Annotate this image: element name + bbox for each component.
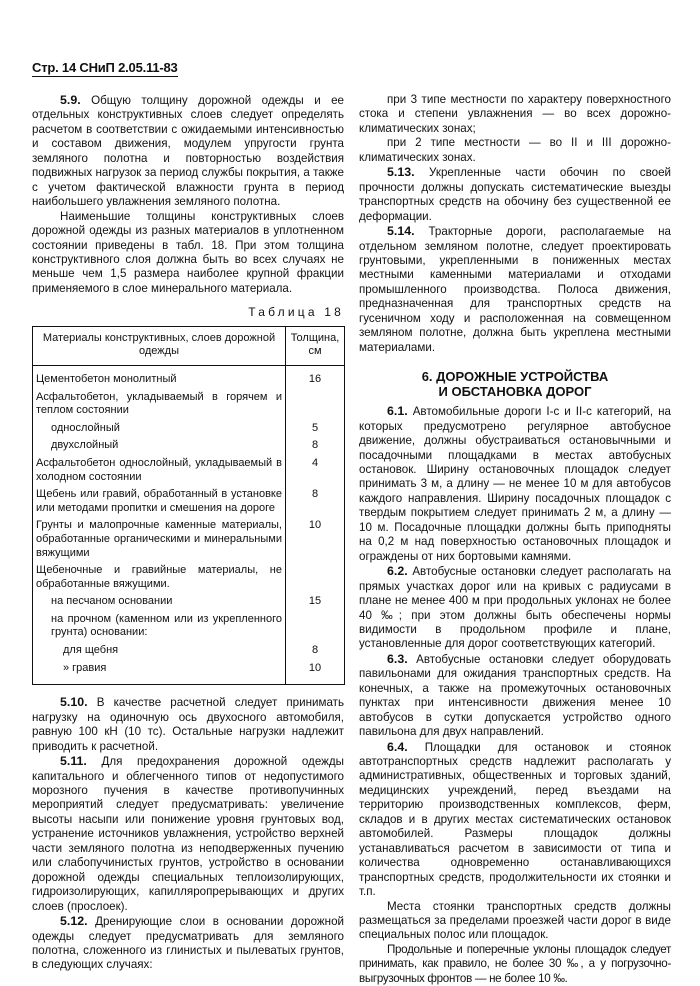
section-heading <box>359 370 671 399</box>
paragraph-text: Места стоянки транспортных средств должны размещаться за пределами проезжей части дорог в виде специальных полос или площадок. <box>359 899 671 942</box>
material-cell: Асфальтобетон однослойный, укладываемый в холодном состоянии <box>36 456 282 483</box>
paragraph <box>359 564 671 652</box>
page-header: Стр. 14 СНиП 2.05.11-83 <box>32 60 178 75</box>
paragraph-text: Продольные и поперечные уклоны площадок следует принимать, как правило, не более 30 ‰, а у погрузочно-выгрузочных фронтов — не более 10 ‰. <box>359 942 671 985</box>
table-row <box>33 643 345 661</box>
material-cell: Грунты и малопрочные каменные материалы, обработанные органическими и минеральными вяжущими <box>36 519 282 559</box>
paragraph-text: Тракторные дороги, располагаемые на отдельном земляном полотне, следует проектировать грунтовыми, укрепленными в пониженных местах местными каменными материалами и отходами промышленного производства. Полоса движения, предназначенная для транспортных средств на гусеничном ходу и расположенная на совмещенном земляном полотне, должна быть укреплена местными материалами. <box>359 225 671 354</box>
table-row <box>33 487 345 518</box>
clause-number: 6.3. <box>387 651 408 666</box>
header-material: Материалы конструктивных, слоев дорожной одежды <box>33 326 286 365</box>
table-row <box>33 612 345 643</box>
paragraph-text: Наименьшие толщины конструктивных слоев дорожной одежды из разных материалов в уплотненном состоянии приведены в табл. 18. При этом толщина конструктивного слоя должна быть во всех случаях не меньше чем 1,5 размера наиболее крупной фракции применяемого в слое минерального материала. <box>32 209 344 295</box>
paragraph <box>32 93 344 210</box>
paragraph <box>359 93 671 136</box>
clause-number: 6.2. <box>387 564 408 579</box>
thickness-cell: 15 <box>286 594 345 612</box>
thickness-cell: 16 <box>286 365 345 389</box>
paragraph <box>359 900 671 943</box>
clause-number: 5.12. <box>60 914 88 929</box>
paragraph <box>359 652 671 740</box>
thickness-cell: 10 <box>286 518 345 563</box>
table-row <box>33 594 345 612</box>
material-cell: Цементобетон монолитный <box>36 372 177 385</box>
thickness-cell <box>286 390 345 421</box>
material-cell: двухслойный <box>51 439 119 452</box>
paragraph <box>32 695 344 754</box>
table-row <box>33 661 345 685</box>
clause-number: 5.10. <box>60 695 88 710</box>
paragraph <box>32 754 344 914</box>
material-cell: однослойный <box>51 421 120 434</box>
thickness-cell: 10 <box>286 661 345 685</box>
section-heading-line-2: И ОБСТАНОВКА ДОРОГ <box>438 383 592 399</box>
section-heading-line-1: 6. ДОРОЖНЫЕ УСТРОЙСТВА <box>421 369 609 385</box>
paragraph <box>359 165 671 224</box>
paragraph-text: Дренирующие слои в основании дорожной одежды следует предусматривать для земляного полотна, сложенного из глинистых и пылеватых грунтов, в следующих случаях: <box>32 915 344 972</box>
table-row <box>33 438 345 456</box>
material-cell: Щебень или гравий, обработанный в установке или методами пропитки и смешения на дороге <box>36 488 282 514</box>
paragraph-text: В качестве расчетной следует принимать нагрузку на одиночную ось двухосного автомобиля, равную 100 кН (10 тс). Остальные нагрузки надлежит приводить к расчетной. <box>32 696 344 753</box>
material-cell: Щебеночные и гравийные материалы, не обработанные вяжущими. <box>36 564 282 590</box>
table-row <box>33 421 345 439</box>
clause-number: 5.14. <box>387 224 415 239</box>
clause-number: 5.9. <box>60 93 81 107</box>
paragraph-text: Автомобильные дороги I-с и II-с категорий, на которых предусмотрено регулярное автобусное движение, должны обустраиваться остановычными и посадочными площадками в местах автобусных остановок. Ширину остановочных площадок следует принимать 3 м, а длину — не менее 10 м для автобусов каждого направления. Ширину посадочных площадок с твердым покрытием следует принимать 2 м, а длину — 10 м. Посадочные площадки должны быть приподняты на 0,2 м над поверхностью остановочных площадок и ограждены от них бортовыми камнями. <box>359 405 671 563</box>
paragraph-text: Общую толщину дорожной одежды и ее отдельных конструктивных слоев следует определять расчетом в соответствии с ожидаемыми интенсивностью и составом движения, модулем упругости грунта земляного полотна и повторностью воздействия подвижных нагрузок за период службы покрытия, а также с учетом фактической влажности грунта в период наибольшего увлажнения земляного полотна. <box>32 94 344 209</box>
table-header-row <box>33 326 345 365</box>
paragraph-text: Автобусные остановки следует располагать на прямых участках дорог или на кривых с радиусами в плане не менее 400 м при продольных уклонах не более 40 ‰; при этом должны быть обеспечены нормы видимости в продольном профиле и плане, установленные для дорог соответствующих категорий. <box>359 565 671 651</box>
table-row <box>33 365 345 389</box>
material-cell: на песчаном основании <box>51 595 173 608</box>
paragraph <box>359 740 671 900</box>
table-row <box>33 390 345 421</box>
paragraph <box>359 943 671 986</box>
thickness-cell: 5 <box>286 421 345 439</box>
paragraph-text: Для предохранения дорожной одежды капитального и облегченного типов от недопустимого морозного пучения в качестве противопучинных мероприятий следует предусматривать: увеличение высоты насыпи или понижение уровня грунтовых вод, устранение источников увлажнения, устройство верхней части земляного полотна из неподверженных пучению или слабопучинистых грунтов, устройство в основании дорожной одежды специальных теплоизолирующих, гидроизолирующих, капилляропрерывающих и других слоев (прослоек). <box>32 755 344 913</box>
thickness-cell <box>286 563 345 594</box>
paragraph-text: Укрепленные части обочин по своей прочности должны допускать систематические выезды транспортных средств на обочину без существенной ее деформации. <box>359 166 671 223</box>
materials-table <box>32 326 345 685</box>
table-row <box>33 456 345 487</box>
paragraph <box>359 404 671 564</box>
paragraph <box>32 210 344 297</box>
paragraph-text: при 3 типе местности по характеру поверхностного стока и степени увлажнения — во всех дорожно-климатических зонах; <box>359 93 671 135</box>
material-cell: Асфальтобетон, укладываемый в горячем и теплом состоянии <box>36 390 282 417</box>
paragraph-text: при 2 типе местности — во II и III дорожно-климатических зонах. <box>359 136 671 164</box>
paragraph <box>359 224 671 355</box>
clause-number: 5.13. <box>387 165 415 180</box>
thickness-cell: 8 <box>286 643 345 661</box>
clause-number: 6.1. <box>387 404 408 419</box>
paragraph <box>359 136 671 165</box>
material-cell: для щебня <box>63 644 119 657</box>
right-column <box>359 93 671 986</box>
left-paragraphs-bottom <box>32 695 344 973</box>
thickness-cell: 8 <box>286 438 345 456</box>
thickness-cell <box>286 612 345 643</box>
left-column <box>32 93 344 973</box>
material-cell: на прочном (каменном или из укрепленного грунта) основании: <box>51 612 282 639</box>
left-paragraphs-top <box>32 93 344 296</box>
table-caption: Таблица 18 <box>248 305 344 320</box>
thickness-cell: 8 <box>286 487 345 518</box>
clause-number: 6.4. <box>387 739 408 754</box>
paragraph-text: Площадки для остановок и стоянок автотранспортных средств надлежит располагать у административных, общественных и торговых зданий, медицинских учреждений, перед въездами на территорию производственных комплексов, ферм, складов и в других местах систематических остановок автомобилей. Размеры площадок должны устанавливаться расчетом в зависимости от типа и количества одновременно останавливающихся транспортных средств, продолжительности их стоянки и т.п. <box>359 740 671 899</box>
table-row <box>33 563 345 594</box>
table-row <box>33 518 345 563</box>
paragraph <box>32 914 344 973</box>
clause-number: 5.11. <box>60 754 87 769</box>
thickness-cell: 4 <box>286 456 345 487</box>
paragraph-text: Автобусные остановки следует оборудовать павильонами для ожидания транспортных средств. На конечных, а также на промежуточных остановочных пунктах при интенсивности движения менее 10 автобусов в сутки допускается устройство одного павильона для двух направлений. <box>359 652 671 739</box>
header-thickness: Толщина, см <box>286 326 345 365</box>
material-cell: » гравия <box>63 661 107 674</box>
